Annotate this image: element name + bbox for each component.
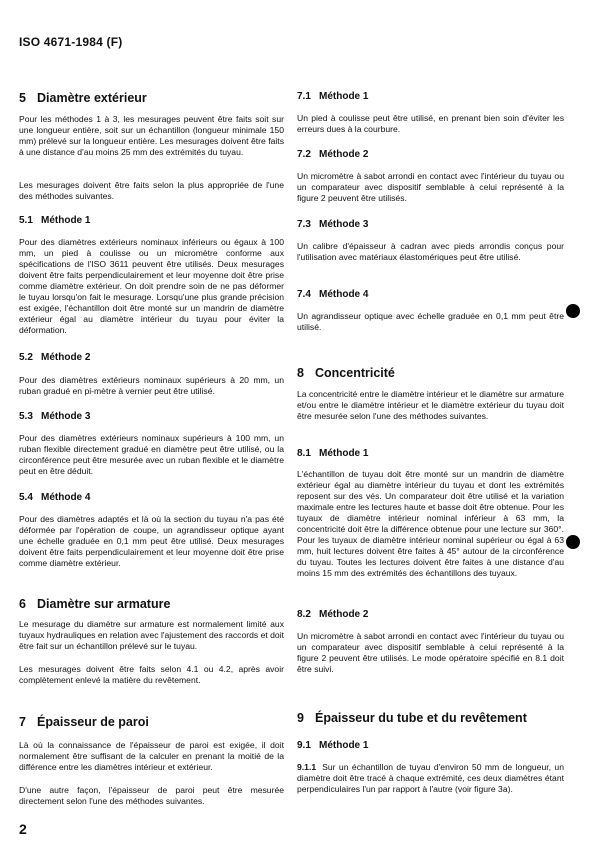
margin-hole-mark bbox=[566, 535, 580, 549]
section-5-4-paragraph: Pour des diamètres adaptés et là où la section du tuyau n'a pas été déformée par l'opération de coupe, un agrandisseur optique ayant une échelle graduée en 0,1 mm peut être utilisé. Deux mesurages doivent être faits perpendiculairement et leur moyenne doit être prise comme diamètre extérieur. bbox=[19, 514, 284, 568]
section-7-paragraph-2: D'une autre façon, l'épaisseur de paroi peut être mesurée directement selon l'une des méthodes suivantes. bbox=[19, 785, 284, 806]
section-9-1-heading: 9.1 Méthode 1 bbox=[297, 740, 369, 751]
section-5-2-heading: 5.2 Méthode 2 bbox=[19, 352, 91, 363]
section-7-3-paragraph: Un calibre d'épaisseur à cadran avec pieds arrondis conçus pour l'utilisation avec matériaux élastomériques peut être utilisé. bbox=[297, 241, 564, 262]
section-5-heading: 5 Diamètre extérieur bbox=[19, 91, 147, 105]
section-7-3-heading: 7.3 Méthode 3 bbox=[297, 219, 369, 230]
section-7-paragraph-1: Là où la connaissance de l'épaisseur de paroi est exigée, il doit normalement être suffisant de la calculer en prenant la moitié de la différence entre les diamètres intérieur et extérieur. bbox=[19, 740, 284, 772]
section-6-paragraph-2: Les mesurages doivent être faits selon 4.1 ou 4.2, après avoir complètement enlevé la matière du revêtement. bbox=[19, 664, 284, 685]
section-7-2-heading: 7.2 Méthode 2 bbox=[297, 149, 369, 160]
section-7-2-paragraph: Un micromètre à sabot arrondi en contact avec l'intérieur du tuyau ou un comparateur avec dispositif semblable à celui représenté à la figure 2 peuvent être utilisés. bbox=[297, 171, 564, 203]
section-8-1-paragraph: L'échantillon de tuyau doit être monté sur un mandrin de diamètre extérieur égal au diamètre intérieur du tuyau et dont les extrémités reposent sur des vés. Un comparateur doit être utilisé et la variation maximale entre les lectures haute et basse doit être obtenue. Pour les tuyaux de diamètre intérieur nominal inférieur à 63 mm, la concentricité doit être la différence obtenue pour une lecture sur 360°. Pour les tuyaux de diamètre intérieur nominal supérieur ou égal à 63 mm, huit lectures doivent être faites à 45° autour de la circonférence du tuyau. Toutes les lectures doivent être faites à une distance d'au moins 15 mm des extrémités des échantillons des tuyaux. bbox=[297, 469, 564, 578]
document-header: ISO 4671-1984 (F) bbox=[19, 35, 123, 49]
section-5-1-paragraph: Pour des diamètres extérieurs nominaux inférieurs ou égaux à 100 mm, un pied à coulisse ou un micromètre conforme aux spécifications de l'ISO 3611 peuvent être utilisés. Deux mesurages doivent être faits perpendiculairement et leur moyenne doit être prise comme diamètre extérieur. On doit prendre soin de ne pas déformer le tuyau lorsqu'on fait le mesurage. Lorsqu'une plus grande précision est exigée, l'échantillon doit être monté sur un mandrin de diamètre extérieur égal au diamètre intérieur du tuyau pour éviter la déformation. bbox=[19, 237, 284, 335]
margin-hole-mark bbox=[566, 304, 580, 318]
section-5-2-paragraph: Pour des diamètres extérieurs nominaux supérieurs à 20 mm, un ruban gradué en pi-mètre à vernier peut être utilisé. bbox=[19, 375, 284, 396]
section-7-4-heading: 7.4 Méthode 4 bbox=[297, 289, 369, 300]
page-number: 2 bbox=[19, 821, 27, 837]
section-9-heading: 9 Épaisseur du tube et du revêtement bbox=[297, 711, 527, 725]
section-7-4-paragraph: Un agrandisseur optique avec échelle graduée en 0,1 mm peut être utilisé. bbox=[297, 311, 564, 332]
section-6-paragraph-1: Le mesurage du diamètre sur armature est normalement limité aux tuyaux hydrauliques en relation avec l'ajustement des raccords et doit être fait sur un échantillon prélevé sur le tuyau. bbox=[19, 619, 284, 651]
section-8-heading: 8 Concentricité bbox=[297, 366, 395, 380]
section-9-1-1-paragraph: 9.1.1 Sur un échantillon de tuyau d'environ 50 mm de longueur, un diamètre doit être tracé à chaque extrémité, ces deux diamètres étant perpendiculaires l'un par rapport à l'autre (voir figure 3a). bbox=[297, 762, 564, 794]
section-6-heading: 6 Diamètre sur armature bbox=[19, 597, 171, 611]
section-5-paragraph-2: Les mesurages doivent être faits selon la plus appropriée de l'une des méthodes suivantes. bbox=[19, 180, 284, 201]
section-5-paragraph-1: Pour les méthodes 1 à 3, les mesurages peuvent être faits soit sur une longueur entière, soit sur un échantillon (longueur minimale 150 mm) prélevé sur la longueur entière. Les mesurages doivent être faits à une distance d'au moins 25 mm des extrémités du tuyau. bbox=[19, 114, 284, 157]
section-7-heading: 7 Épaisseur de paroi bbox=[19, 715, 149, 729]
section-8-1-heading: 8.1 Méthode 1 bbox=[297, 448, 369, 459]
section-8-paragraph: La concentricité entre le diamètre intérieur et le diamètre sur armature et/ou entre le diamètre intérieur et le diamètre extérieur du tuyau doit être mesurée selon l'une des méthodes suivantes. bbox=[297, 389, 564, 421]
section-8-2-paragraph: Un micromètre à sabot arrondi en contact avec l'intérieur du tuyau ou un comparateur avec dispositif semblable à celui représenté à la figure 2 peuvent être utilisés. Le mode opératoire spécifié en 8.1 doit être suivi. bbox=[297, 631, 564, 674]
section-5-1-heading: 5.1 Méthode 1 bbox=[19, 215, 91, 226]
section-7-1-paragraph: Un pied à coulisse peut être utilisé, en prenant bien soin d'éviter les erreurs dues à la courbure. bbox=[297, 113, 564, 134]
section-8-2-heading: 8.2 Méthode 2 bbox=[297, 609, 369, 620]
section-5-3-heading: 5.3 Méthode 3 bbox=[19, 411, 91, 422]
section-7-1-heading: 7.1 Méthode 1 bbox=[297, 91, 369, 102]
section-5-3-paragraph: Pour des diamètres extérieurs nominaux supérieurs à 100 mm, un ruban flexible directement gradué en diamètre peut être utilisé, ou la circonférence peut être mesurée avec un ruban flexible et le diamètre peut en être déduit. bbox=[19, 433, 284, 476]
section-5-4-heading: 5.4 Méthode 4 bbox=[19, 492, 91, 503]
